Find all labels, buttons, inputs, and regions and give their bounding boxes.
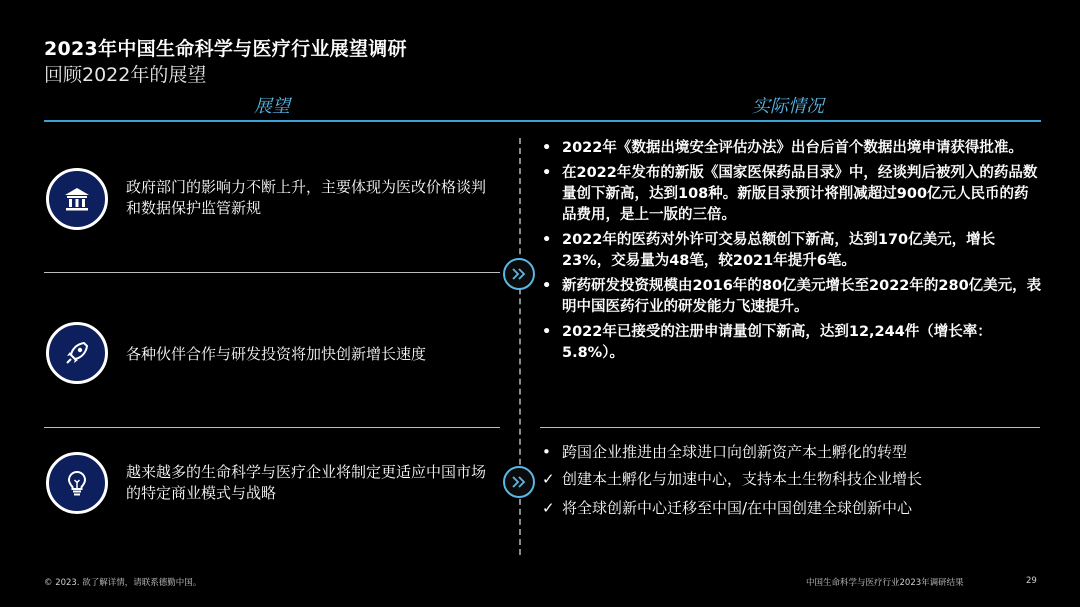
actual-item: • 2022年已接受的注册申请量创下新高，达到12,244件（增长率：5.8%）。 (542, 322, 1042, 364)
row-icon-partnership (46, 322, 108, 384)
page-number: 29 (1026, 576, 1037, 586)
checklist-item: ✓ 将全球创新中心迁移至中国/在中国创建全球创新中心 (542, 496, 1042, 521)
row-divider-left-2 (44, 427, 500, 428)
chevron-button-1[interactable] (503, 258, 535, 290)
actual-item: • 2022年的医药对外许可交易总额创下新高，达到170亿美元，增长23%，交易量为48笔，较2021年提升6笔。 (542, 230, 1042, 272)
footer-report-title: 中国生命科学与医疗行业2023年调研结果 (806, 578, 964, 588)
actual-bullets-top (542, 138, 1042, 368)
outlook-text-2: 各种伙伴合作与研发投资将加快创新增长速度 (126, 345, 427, 363)
row-divider-right (540, 427, 1040, 428)
page-title: 2023年中国生命科学与医疗行业展望调研 (44, 38, 407, 60)
row-divider-left-1 (44, 272, 500, 273)
actual-bullets-bottom (542, 442, 1042, 525)
column-header-actual: 实际情况 (752, 96, 824, 117)
page-subtitle: 回顾2022年的展望 (44, 64, 207, 86)
actual-item: • 跨国企业推进由全球进口向创新资产本土孵化的转型 (542, 442, 1042, 463)
column-header-outlook: 展望 (254, 96, 290, 117)
double-chevron-right-icon (510, 473, 528, 491)
actual-item: • 2022年《数据出境安全评估办法》出台后首个数据出境申请获得批准。 (542, 138, 1042, 159)
bank-building-icon (62, 184, 92, 214)
actual-item: • 新药研发投资规模由2016年的80亿美元增长至2022年的280亿美元，表明中国医药行业的研发能力飞速提升。 (542, 276, 1042, 318)
outlook-text-1: 政府部门的影响力不断上升，主要体现为医改价格谈判和数据保护监管新规 (126, 178, 487, 217)
row-icon-business-model (46, 452, 108, 514)
checklist-item: ✓ 创建本土孵化与加速中心，支持本土生物科技企业增长 (542, 467, 1042, 492)
double-chevron-right-icon (510, 265, 528, 283)
chevron-button-2[interactable] (503, 466, 535, 498)
footer-copyright: © 2023. 欲了解详情，请联系德勤中国。 (44, 578, 202, 588)
outlook-text-3: 越来越多的生命科学与医疗企业将制定更适应中国市场的特定商业模式与战略 (126, 463, 487, 502)
actual-item: • 在2022年发布的新版《国家医保药品目录》中，经谈判后被列入的药品数量创下新高，达到108种。新版目录预计将削减超过900亿元人民币的药品费用，是上一版的三倍。 (542, 163, 1042, 226)
header-divider (44, 120, 1041, 122)
lightbulb-icon (62, 468, 92, 498)
row-icon-government (46, 168, 108, 230)
rocket-icon (62, 338, 92, 368)
